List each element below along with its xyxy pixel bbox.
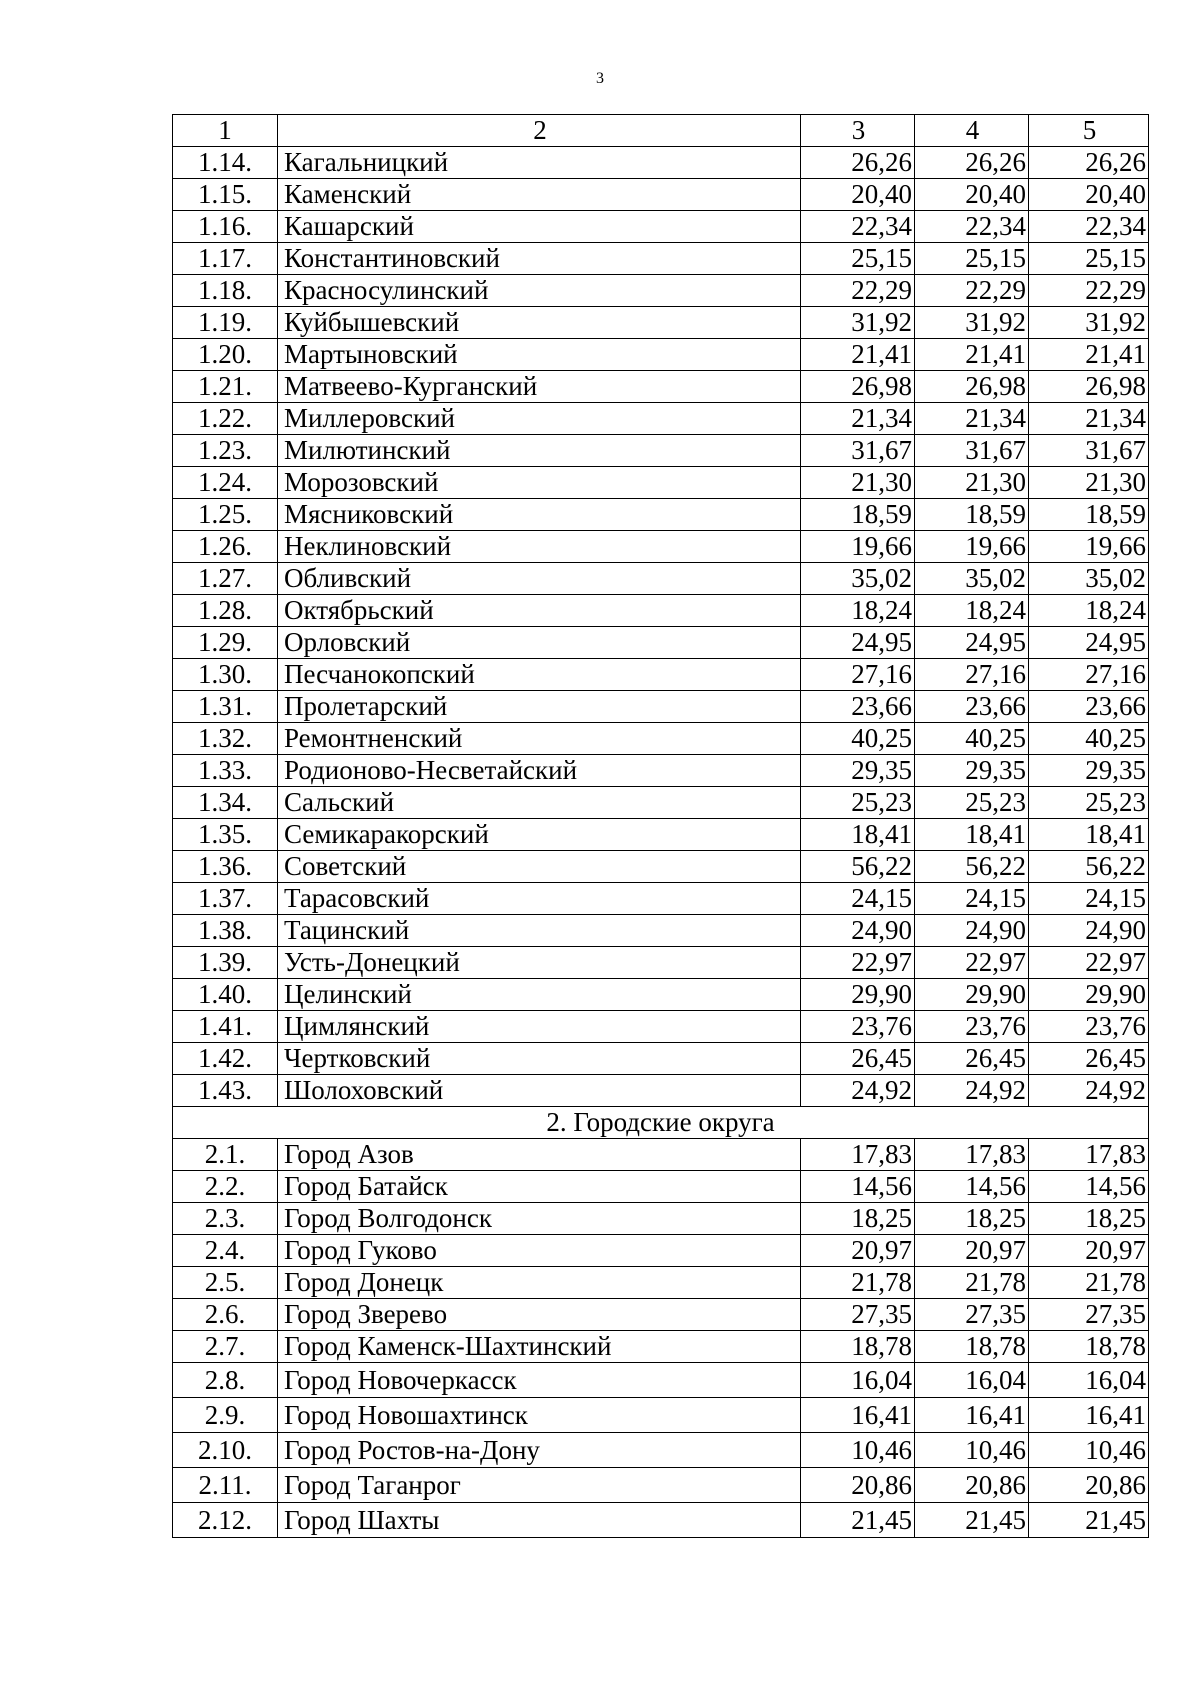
row-number: 1.36. [173, 851, 278, 883]
table-row [173, 1363, 1149, 1398]
row-value-3: 24,95 [801, 627, 915, 659]
row-value-4: 24,95 [915, 627, 1029, 659]
row-number: 1.28. [173, 595, 278, 627]
row-value-4: 24,90 [915, 915, 1029, 947]
row-name: Пролетарский [278, 691, 801, 723]
row-value-5: 17,83 [1029, 1139, 1149, 1171]
row-value-3: 20,40 [801, 179, 915, 211]
table-row [173, 915, 1149, 947]
row-name: Город Азов [278, 1139, 801, 1171]
row-name: Целинский [278, 979, 801, 1011]
row-value-4: 27,35 [915, 1299, 1029, 1331]
row-number: 1.35. [173, 819, 278, 851]
row-value-4: 29,90 [915, 979, 1029, 1011]
row-value-5: 21,41 [1029, 339, 1149, 371]
row-name: Город Гуково [278, 1235, 801, 1267]
row-number: 2.3. [173, 1203, 278, 1235]
row-name: Город Новошахтинск [278, 1398, 801, 1433]
row-number: 1.38. [173, 915, 278, 947]
row-value-5: 23,66 [1029, 691, 1149, 723]
row-value-5: 21,45 [1029, 1503, 1149, 1538]
table-row [173, 1171, 1149, 1203]
row-value-3: 19,66 [801, 531, 915, 563]
row-value-5: 10,46 [1029, 1433, 1149, 1468]
row-value-4: 27,16 [915, 659, 1029, 691]
row-value-4: 22,34 [915, 211, 1029, 243]
row-number: 2.4. [173, 1235, 278, 1267]
row-value-4: 20,86 [915, 1468, 1029, 1503]
row-value-3: 27,35 [801, 1299, 915, 1331]
table-row [173, 723, 1149, 755]
row-name: Сальский [278, 787, 801, 819]
row-value-4: 26,98 [915, 371, 1029, 403]
table-row [173, 275, 1149, 307]
table-row [173, 787, 1149, 819]
row-name: Город Ростов-на-Дону [278, 1433, 801, 1468]
row-value-4: 18,24 [915, 595, 1029, 627]
row-value-4: 20,40 [915, 179, 1029, 211]
table-row [173, 1468, 1149, 1503]
table-row [173, 851, 1149, 883]
row-value-4: 29,35 [915, 755, 1029, 787]
row-name: Мясниковский [278, 499, 801, 531]
row-value-3: 20,97 [801, 1235, 915, 1267]
row-name: Орловский [278, 627, 801, 659]
row-number: 1.25. [173, 499, 278, 531]
table-row [173, 1503, 1149, 1538]
row-number: 2.2. [173, 1171, 278, 1203]
row-number: 2.9. [173, 1398, 278, 1433]
row-number: 2.11. [173, 1468, 278, 1503]
table-row [173, 371, 1149, 403]
row-value-3: 21,41 [801, 339, 915, 371]
table-row [173, 179, 1149, 211]
row-value-3: 26,98 [801, 371, 915, 403]
table-row [173, 531, 1149, 563]
row-value-3: 18,59 [801, 499, 915, 531]
row-value-5: 16,04 [1029, 1363, 1149, 1398]
row-number: 1.21. [173, 371, 278, 403]
section-row [173, 1107, 1149, 1139]
table-row [173, 1398, 1149, 1433]
row-value-3: 18,25 [801, 1203, 915, 1235]
table-row [173, 243, 1149, 275]
row-name: Город Новочеркасск [278, 1363, 801, 1398]
table-row [173, 1011, 1149, 1043]
row-value-5: 31,92 [1029, 307, 1149, 339]
row-number: 1.16. [173, 211, 278, 243]
row-name: Чертковский [278, 1043, 801, 1075]
row-value-4: 24,92 [915, 1075, 1029, 1107]
table-row [173, 1235, 1149, 1267]
row-value-4: 40,25 [915, 723, 1029, 755]
row-value-3: 27,16 [801, 659, 915, 691]
row-name: Милютинский [278, 435, 801, 467]
row-name: Обливский [278, 563, 801, 595]
row-name: Неклиновский [278, 531, 801, 563]
row-value-4: 14,56 [915, 1171, 1029, 1203]
table-row [173, 1203, 1149, 1235]
row-value-4: 21,41 [915, 339, 1029, 371]
row-value-4: 20,97 [915, 1235, 1029, 1267]
row-value-5: 26,45 [1029, 1043, 1149, 1075]
row-number: 1.23. [173, 435, 278, 467]
row-value-3: 35,02 [801, 563, 915, 595]
row-number: 1.33. [173, 755, 278, 787]
row-value-3: 22,97 [801, 947, 915, 979]
page-number: 3 [596, 70, 604, 87]
row-value-5: 26,26 [1029, 147, 1149, 179]
row-value-3: 25,15 [801, 243, 915, 275]
row-name: Город Донецк [278, 1267, 801, 1299]
row-value-4: 21,34 [915, 403, 1029, 435]
row-value-4: 31,67 [915, 435, 1029, 467]
table-row [173, 755, 1149, 787]
table-row [173, 435, 1149, 467]
row-value-3: 31,67 [801, 435, 915, 467]
row-number: 1.40. [173, 979, 278, 1011]
row-name: Советский [278, 851, 801, 883]
table-row [173, 1433, 1149, 1468]
table-row [173, 467, 1149, 499]
row-value-3: 24,15 [801, 883, 915, 915]
row-value-4: 22,29 [915, 275, 1029, 307]
table-row [173, 691, 1149, 723]
row-name: Цимлянский [278, 1011, 801, 1043]
table-row [173, 563, 1149, 595]
row-value-5: 27,16 [1029, 659, 1149, 691]
row-value-5: 16,41 [1029, 1398, 1149, 1433]
row-value-3: 16,41 [801, 1398, 915, 1433]
row-value-4: 16,04 [915, 1363, 1029, 1398]
row-value-3: 24,90 [801, 915, 915, 947]
row-value-4: 25,23 [915, 787, 1029, 819]
row-value-5: 24,92 [1029, 1075, 1149, 1107]
header-col-3: 3 [801, 115, 915, 147]
row-value-5: 20,97 [1029, 1235, 1149, 1267]
row-value-4: 21,30 [915, 467, 1029, 499]
row-value-5: 22,29 [1029, 275, 1149, 307]
data-table [172, 114, 1149, 1538]
row-value-4: 23,76 [915, 1011, 1029, 1043]
row-number: 1.15. [173, 179, 278, 211]
row-value-3: 29,35 [801, 755, 915, 787]
row-value-4: 17,83 [915, 1139, 1029, 1171]
table-row [173, 499, 1149, 531]
row-value-3: 18,78 [801, 1331, 915, 1363]
table-row [173, 819, 1149, 851]
row-name: Усть-Донецкий [278, 947, 801, 979]
row-value-3: 18,41 [801, 819, 915, 851]
row-value-4: 22,97 [915, 947, 1029, 979]
row-number: 1.19. [173, 307, 278, 339]
row-name: Кагальницкий [278, 147, 801, 179]
row-number: 1.41. [173, 1011, 278, 1043]
row-name: Город Шахты [278, 1503, 801, 1538]
row-value-4: 23,66 [915, 691, 1029, 723]
row-value-3: 18,24 [801, 595, 915, 627]
row-value-5: 29,35 [1029, 755, 1149, 787]
row-name: Ремонтненский [278, 723, 801, 755]
row-value-5: 35,02 [1029, 563, 1149, 595]
row-value-3: 17,83 [801, 1139, 915, 1171]
row-value-3: 22,29 [801, 275, 915, 307]
header-col-4: 4 [915, 115, 1029, 147]
row-value-4: 16,41 [915, 1398, 1029, 1433]
row-number: 1.39. [173, 947, 278, 979]
row-value-5: 20,40 [1029, 179, 1149, 211]
row-value-3: 29,90 [801, 979, 915, 1011]
row-number: 1.30. [173, 659, 278, 691]
row-value-3: 56,22 [801, 851, 915, 883]
row-name: Кашарский [278, 211, 801, 243]
row-value-4: 21,45 [915, 1503, 1029, 1538]
row-value-5: 22,97 [1029, 947, 1149, 979]
table-row [173, 147, 1149, 179]
row-value-3: 40,25 [801, 723, 915, 755]
row-name: Морозовский [278, 467, 801, 499]
row-value-4: 18,41 [915, 819, 1029, 851]
table-row [173, 211, 1149, 243]
table-row [173, 1331, 1149, 1363]
row-number: 1.27. [173, 563, 278, 595]
row-value-3: 23,76 [801, 1011, 915, 1043]
row-value-5: 18,78 [1029, 1331, 1149, 1363]
row-name: Куйбышевский [278, 307, 801, 339]
row-name: Тацинский [278, 915, 801, 947]
row-number: 1.18. [173, 275, 278, 307]
row-value-4: 35,02 [915, 563, 1029, 595]
row-number: 2.1. [173, 1139, 278, 1171]
row-name: Октябрьский [278, 595, 801, 627]
row-value-5: 40,25 [1029, 723, 1149, 755]
row-value-3: 26,45 [801, 1043, 915, 1075]
row-value-3: 14,56 [801, 1171, 915, 1203]
row-value-3: 21,78 [801, 1267, 915, 1299]
row-value-5: 14,56 [1029, 1171, 1149, 1203]
row-value-4: 26,26 [915, 147, 1029, 179]
row-number: 2.7. [173, 1331, 278, 1363]
row-value-5: 21,30 [1029, 467, 1149, 499]
row-name: Матвеево-Курганский [278, 371, 801, 403]
row-value-3: 21,34 [801, 403, 915, 435]
section-title: 2. Городские округа [173, 1107, 1149, 1139]
row-number: 2.6. [173, 1299, 278, 1331]
row-number: 1.22. [173, 403, 278, 435]
row-number: 2.10. [173, 1433, 278, 1468]
row-value-5: 18,25 [1029, 1203, 1149, 1235]
row-value-5: 31,67 [1029, 435, 1149, 467]
row-number: 2.12. [173, 1503, 278, 1538]
row-value-5: 23,76 [1029, 1011, 1149, 1043]
table-row [173, 1267, 1149, 1299]
table-row [173, 1043, 1149, 1075]
row-value-5: 18,41 [1029, 819, 1149, 851]
row-value-4: 18,25 [915, 1203, 1029, 1235]
row-value-3: 24,92 [801, 1075, 915, 1107]
row-name: Песчанокопский [278, 659, 801, 691]
row-value-4: 10,46 [915, 1433, 1029, 1468]
row-number: 1.17. [173, 243, 278, 275]
row-name: Красносулинский [278, 275, 801, 307]
row-value-5: 27,35 [1029, 1299, 1149, 1331]
row-number: 2.8. [173, 1363, 278, 1398]
row-number: 1.26. [173, 531, 278, 563]
row-value-3: 31,92 [801, 307, 915, 339]
row-number: 1.14. [173, 147, 278, 179]
row-value-4: 24,15 [915, 883, 1029, 915]
table-row [173, 1139, 1149, 1171]
row-value-5: 21,34 [1029, 403, 1149, 435]
table-row [173, 1075, 1149, 1107]
row-value-4: 26,45 [915, 1043, 1029, 1075]
row-value-3: 25,23 [801, 787, 915, 819]
row-value-4: 31,92 [915, 307, 1029, 339]
table-row [173, 339, 1149, 371]
row-value-5: 25,15 [1029, 243, 1149, 275]
row-value-4: 56,22 [915, 851, 1029, 883]
row-number: 1.37. [173, 883, 278, 915]
row-value-4: 18,78 [915, 1331, 1029, 1363]
row-name: Город Батайск [278, 1171, 801, 1203]
row-value-4: 18,59 [915, 499, 1029, 531]
row-value-5: 29,90 [1029, 979, 1149, 1011]
row-name: Миллеровский [278, 403, 801, 435]
row-name: Город Волгодонск [278, 1203, 801, 1235]
row-name: Город Таганрог [278, 1468, 801, 1503]
header-col-2: 2 [278, 115, 801, 147]
row-number: 1.20. [173, 339, 278, 371]
row-name: Родионово-Несветайский [278, 755, 801, 787]
row-name: Город Каменск-Шахтинский [278, 1331, 801, 1363]
header-col-5: 5 [1029, 115, 1149, 147]
row-value-5: 19,66 [1029, 531, 1149, 563]
row-value-3: 21,30 [801, 467, 915, 499]
row-name: Мартыновский [278, 339, 801, 371]
row-name: Город Зверево [278, 1299, 801, 1331]
row-number: 2.5. [173, 1267, 278, 1299]
table-row [173, 979, 1149, 1011]
row-value-3: 22,34 [801, 211, 915, 243]
table-row [173, 947, 1149, 979]
row-value-5: 20,86 [1029, 1468, 1149, 1503]
table-row [173, 595, 1149, 627]
row-number: 1.31. [173, 691, 278, 723]
row-value-4: 19,66 [915, 531, 1029, 563]
row-value-3: 16,04 [801, 1363, 915, 1398]
row-value-5: 21,78 [1029, 1267, 1149, 1299]
row-name: Шолоховский [278, 1075, 801, 1107]
row-number: 1.34. [173, 787, 278, 819]
table-row [173, 883, 1149, 915]
table-header-row [173, 115, 1149, 147]
row-name: Каменский [278, 179, 801, 211]
row-value-3: 21,45 [801, 1503, 915, 1538]
table-row [173, 627, 1149, 659]
row-value-5: 26,98 [1029, 371, 1149, 403]
row-number: 1.32. [173, 723, 278, 755]
row-value-3: 26,26 [801, 147, 915, 179]
row-value-4: 25,15 [915, 243, 1029, 275]
row-value-3: 20,86 [801, 1468, 915, 1503]
row-value-5: 18,24 [1029, 595, 1149, 627]
row-name: Тарасовский [278, 883, 801, 915]
row-value-5: 22,34 [1029, 211, 1149, 243]
row-name: Константиновский [278, 243, 801, 275]
row-value-5: 24,95 [1029, 627, 1149, 659]
row-value-5: 56,22 [1029, 851, 1149, 883]
row-value-5: 24,90 [1029, 915, 1149, 947]
row-name: Семикаракорский [278, 819, 801, 851]
table-row [173, 307, 1149, 339]
row-value-4: 21,78 [915, 1267, 1029, 1299]
row-number: 1.29. [173, 627, 278, 659]
row-number: 1.42. [173, 1043, 278, 1075]
row-number: 1.43. [173, 1075, 278, 1107]
table-row [173, 403, 1149, 435]
table-row [173, 1299, 1149, 1331]
table-row [173, 659, 1149, 691]
row-value-5: 18,59 [1029, 499, 1149, 531]
row-value-5: 25,23 [1029, 787, 1149, 819]
header-col-1: 1 [173, 115, 278, 147]
row-value-3: 23,66 [801, 691, 915, 723]
row-value-5: 24,15 [1029, 883, 1149, 915]
row-value-3: 10,46 [801, 1433, 915, 1468]
row-number: 1.24. [173, 467, 278, 499]
